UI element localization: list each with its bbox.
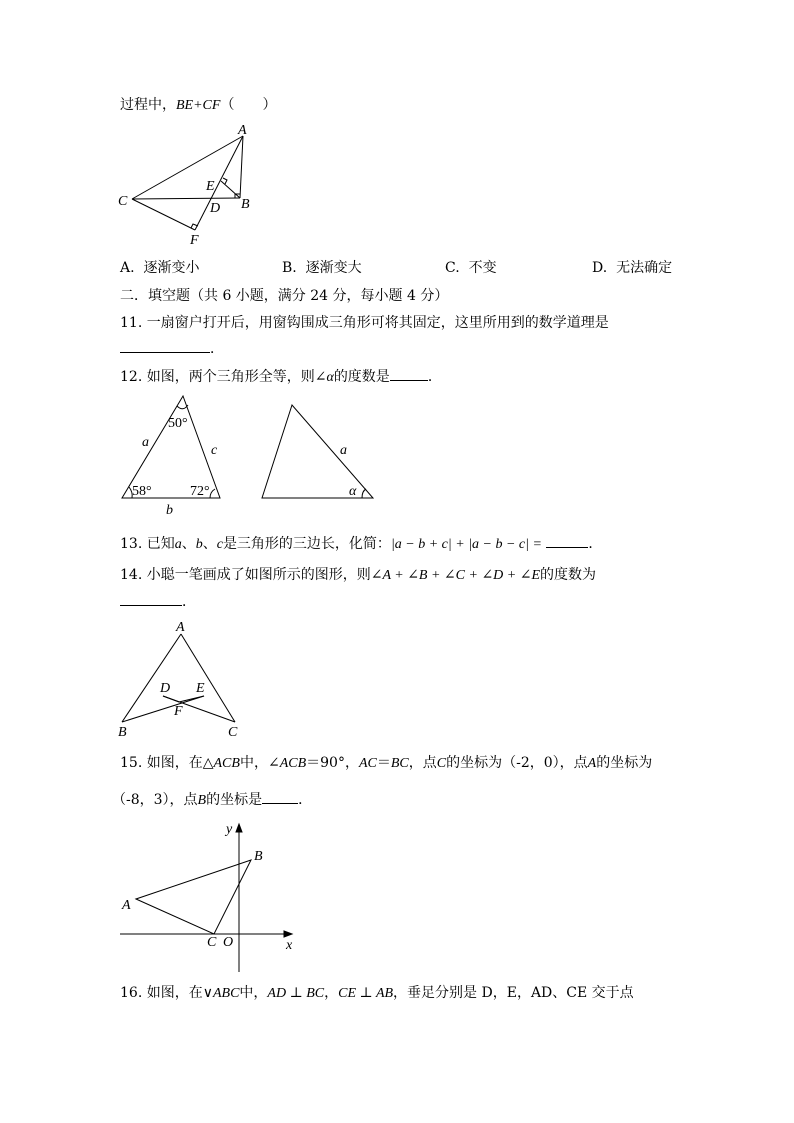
q10-right-angle-F	[191, 224, 198, 228]
q15-label-O: O	[223, 935, 234, 950]
q14-seg-EF	[179, 696, 204, 702]
q14-figure	[110, 618, 250, 743]
q15-stem-line2: （-8，3），点B的坐标是 ．	[112, 792, 313, 808]
q10-label-F: F	[190, 233, 199, 248]
q15-y-arrow	[236, 824, 242, 832]
q10-option-a: A. 逐渐变小	[120, 260, 200, 276]
q12-side-a: a	[142, 435, 149, 450]
q11-blank	[120, 340, 210, 353]
q12-alpha: α	[326, 370, 334, 385]
q12-stem: 12. 如图，两个三角形全等，则∠α的度数是 ．	[120, 369, 442, 385]
q14-label-F: F	[174, 704, 183, 719]
q11-answer-line: ．	[120, 340, 224, 358]
q12-angle-right: 72°	[190, 484, 210, 499]
q14-label-E: E	[196, 681, 205, 696]
q10-stem-text: 过程中，	[120, 97, 176, 113]
q12-angle-alpha: α	[349, 484, 357, 499]
q14-label-B: B	[118, 725, 127, 740]
q14-stem: 14. 小聪一笔画成了如图所示的图形，则∠A + ∠B + ∠C + ∠D + ∠E的度数为	[120, 567, 597, 583]
q12-figure-left	[110, 390, 240, 520]
q10-seg-CB	[132, 198, 240, 199]
q15-label-B: B	[254, 849, 263, 864]
q12-side-a2: a	[340, 443, 347, 458]
q15-number: 15.	[120, 755, 143, 771]
q14-expression: ∠A + ∠B + ∠C + ∠D + ∠E	[370, 568, 541, 583]
q14-blank	[120, 593, 182, 606]
q10-stem-line	[120, 96, 276, 115]
q15-triangle-ACB	[136, 860, 251, 934]
q11-number: 11.	[120, 315, 143, 331]
q14-label-C: C	[228, 725, 238, 740]
q10-seg-BE	[221, 181, 240, 198]
q14-label-D: D	[160, 681, 171, 696]
q10-expression: BE+CF	[176, 98, 221, 113]
q10-label-C: C	[118, 194, 128, 209]
q10-seg-CF	[132, 199, 195, 230]
q10-option-b: B. 逐渐变大	[282, 260, 362, 276]
q12-blank	[390, 368, 428, 381]
q10-seg-AB	[240, 136, 243, 198]
q16-number: 16.	[120, 985, 143, 1001]
q15-label-A: A	[122, 898, 131, 913]
q15-label-x: x	[286, 938, 293, 953]
q15-x-arrow	[284, 931, 292, 937]
q10-label-B: B	[241, 197, 250, 212]
q16-stem: 16. 如图，在∨ABC中，AD ⊥ BC，CE ⊥ AB，垂足分别是 D，E，AD、CE 交于点	[120, 985, 634, 1001]
q13-expression: |a − b + c| + |a − b − c| =	[390, 537, 542, 552]
q10-label-D: D	[210, 201, 221, 216]
q12-arc-right	[210, 489, 215, 498]
q10-option-c: C. 不变	[445, 260, 497, 276]
q12-number: 12.	[120, 369, 143, 385]
q10-figure	[110, 120, 280, 250]
q14-seg-AC	[181, 634, 235, 722]
q10-answer-paren: （ ）	[220, 97, 277, 113]
section-title: 二．填空题（共 6 小题，满分 24 分，每小题 4 分）	[120, 288, 449, 304]
q14-label-A: A	[176, 620, 185, 635]
q12-angle-left: 58°	[132, 484, 152, 499]
q13-number: 13.	[120, 536, 143, 552]
q11-stem	[120, 314, 609, 332]
q10-option-d: D. 无法确定	[592, 260, 673, 276]
q11-text: 一扇窗户打开后，用窗钩围成三角形可将其固定，这里所用到的数学道理是	[146, 315, 609, 331]
q12-angle-top: 50°	[168, 416, 188, 431]
q12-figure-right	[255, 395, 385, 505]
q15-blank	[262, 791, 298, 804]
q12-side-c: c	[211, 443, 218, 458]
q12-side-b: b	[166, 503, 173, 518]
q14-seg-DF	[163, 696, 179, 702]
q12-left-triangle	[122, 396, 220, 498]
q15-stem-line1: 15. 如图，在△ACB中，∠ACB＝90°，AC＝BC，点C的坐标为（-2，0），点A的坐标为	[120, 755, 653, 771]
q10-label-E: E	[206, 179, 215, 194]
q14-answer-line: ．	[120, 593, 196, 611]
q12-arc-alpha	[362, 489, 366, 498]
q14-seg-BE	[122, 696, 204, 722]
q15-figure	[110, 815, 310, 975]
q10-label-A: A	[238, 123, 247, 138]
q14-seg-AB	[122, 634, 181, 722]
q13-blank	[546, 535, 588, 548]
q15-label-y: y	[226, 822, 233, 837]
q14-number: 14.	[120, 567, 143, 583]
q15-label-C: C	[207, 935, 217, 950]
q10-seg-CA	[132, 136, 243, 199]
q13-stem: 13. 已知a、b、c是三角形的三边长，化简：|a − b + c| + |a − b − c| = ．	[120, 536, 603, 552]
